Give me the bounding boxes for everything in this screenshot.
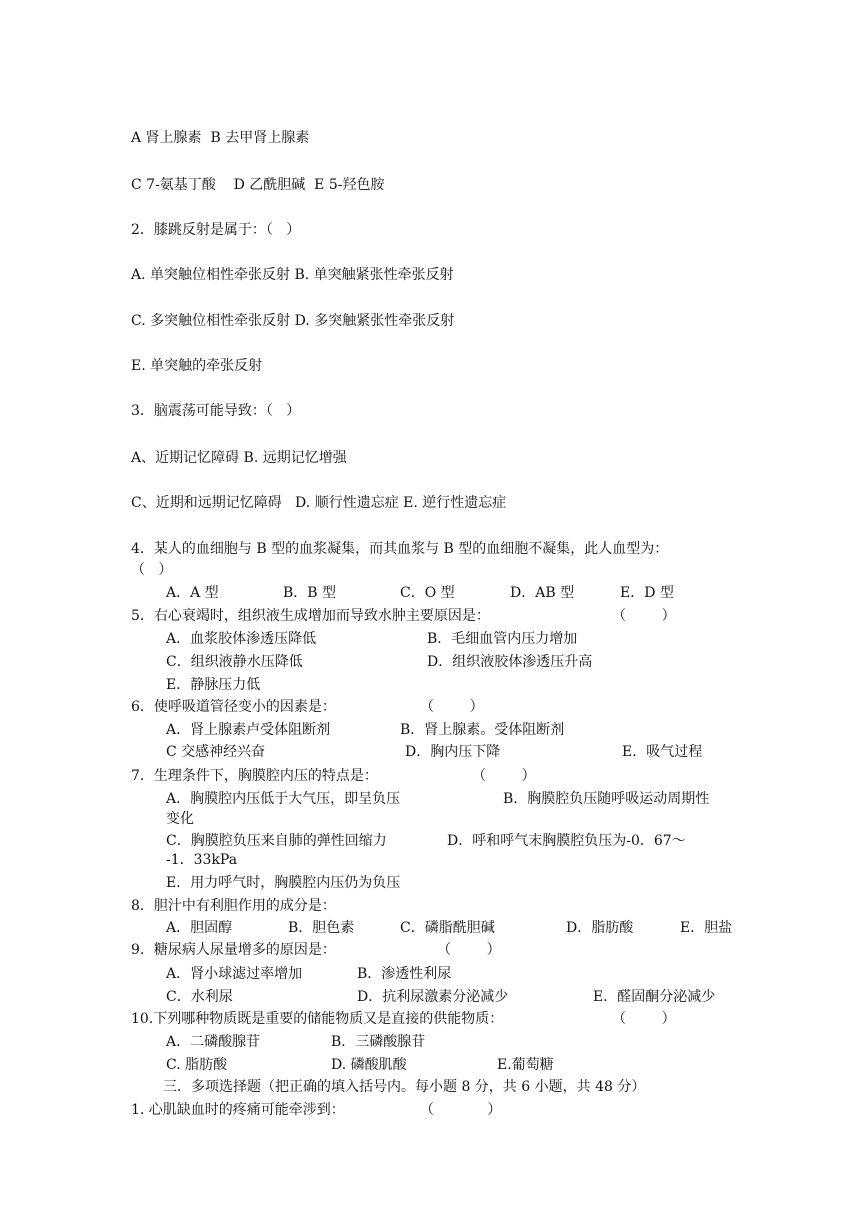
q10-paren: （ ） [612,1011,676,1027]
q4-option-d: D．AB 型 [510,585,575,601]
q5-option-a: A．血浆胶体渗透压降低 [166,631,317,647]
q5-option-d: D．组织液胶体渗透压升高 [427,654,593,670]
q5-option-b: B．毛细血管内压力增加 [427,631,578,647]
q10-stem: 10.下列哪种物质既是重要的储能物质又是直接的供能物质： [131,1011,504,1027]
q4-option-b: B．B 型 [283,585,337,601]
q10-option-c: C. 脂肪酸 [166,1057,228,1073]
q5-option-c: C．组织液静水压降低 [166,654,303,670]
question-3-options-ab: A、近期记忆障碍 B. 远期记忆增强 [131,450,347,466]
question-4-stem: 4．某人的血细胞与 B 型的血浆凝集，而其血浆与 B 型的血细胞不凝集，此人血型为： [131,541,669,557]
q4-option-a: A．A 型 [166,585,219,601]
q7-option-a: A．胸膜腔内压低于大气压，即呈负压 [166,791,401,807]
q7-option-c: C．胸膜腔负压来自肺的弹性回缩力 [166,833,387,849]
question-2-options-ab: A. 单突触位相性牵张反射 B. 单突触紧张性牵张反射 [131,267,454,283]
q9-option-a: A．肾小球滤过率增加 [166,966,303,982]
q8-option-e: E．胆盐 [680,920,733,936]
q9-option-e: E．醛固酮分泌减少 [593,989,716,1005]
q9-option-c: C．水利尿 [166,989,233,1005]
q8-option-a: A．胆固醇 [166,920,233,936]
q6-option-d: D．胸内压下降 [405,744,501,760]
q6-option-e: E．吸气过程 [622,744,703,760]
q8-option-c: C．磷脂酰胆碱 [400,920,495,936]
q8-option-d: D．脂肪酸 [566,920,634,936]
option-line-2: C 7-氨基丁酸 D 乙酰胆碱 E 5-羟色胺 [131,177,385,193]
q7-option-d-cont: -1．33kPa [166,852,238,868]
q10-option-b: B．三磷酸腺苷 [331,1034,426,1050]
q9-stem: 9．糖尿病人尿量增多的原因是： [131,942,336,958]
q10-option-e: E.葡萄糖 [497,1057,554,1073]
question-4-paren: （ ） [131,562,173,578]
option-line-1: A 肾上腺素 B 去甲肾上腺素 [131,130,310,146]
q5-option-e: E．静脉压力低 [166,677,261,693]
q4-option-c: C．O 型 [400,585,455,601]
q7-paren: （ ） [472,768,536,784]
q6-option-c: C 交感神经兴奋 [166,744,266,760]
q10-option-d: D. 磷酸肌酸 [331,1057,407,1073]
question-3-stem: 3．脑震荡可能导致：（ ） [131,403,301,419]
q6-paren: （ ） [420,699,484,715]
section-3-heading: 三．多项选择题（把正确的填入括号内。每小题 8 分，共 6 小题，共 48 分） [163,1079,646,1095]
question-2-stem: 2．膝跳反射是属于：（ ） [131,222,301,238]
q9-option-b: B．渗透性利尿 [357,966,452,982]
q10-option-a: A．二磷酸腺苷 [166,1034,261,1050]
q4-option-e: E．D 型 [620,585,674,601]
q5-paren: （ ） [612,608,676,624]
q7-option-d: D．呼和呼气末胸膜腔负压为-0．67～ [447,833,686,849]
m1-paren: （ ） [420,1102,502,1118]
m1-stem: 1. 心肌缺血时的疼痛可能牵涉到： [131,1102,345,1118]
q9-paren: （ ） [437,942,501,958]
q7-option-b: B．胸膜腔负压随呼吸运动周期性 [503,791,710,807]
q6-option-b: B．肾上腺素。受体阻断剂 [400,722,565,738]
q7-stem: 7．生理条件下，胸膜腔内压的特点是： [131,768,378,784]
question-3-options-cde: C、近期和远期记忆障碍 D. 顺行性遗忘症 E. 逆行性遗忘症 [131,495,507,511]
q6-stem: 6．使呼吸道管径变小的因素是： [131,699,336,715]
q8-stem: 8．胆汁中有利胆作用的成分是： [131,898,336,914]
q5-stem: 5．右心衰竭时，组织液生成增加而导致水肿主要原因是： [131,608,490,624]
q7-option-e: E．用力呼气时，胸膜腔内压仍为负压 [166,875,401,891]
q8-option-b: B．胆色素 [288,920,355,936]
question-2-option-e: E. 单突触的牵张反射 [131,358,263,374]
q6-option-a: A．肾上腺素卢受体阻断剂 [166,722,331,738]
question-2-options-cd: C. 多突触位相性牵张反射 D. 多突触紧张性牵张反射 [131,313,455,329]
q7-option-b-cont: 变化 [166,811,194,827]
q9-option-d: D．抗利尿激素分泌减少 [357,989,509,1005]
